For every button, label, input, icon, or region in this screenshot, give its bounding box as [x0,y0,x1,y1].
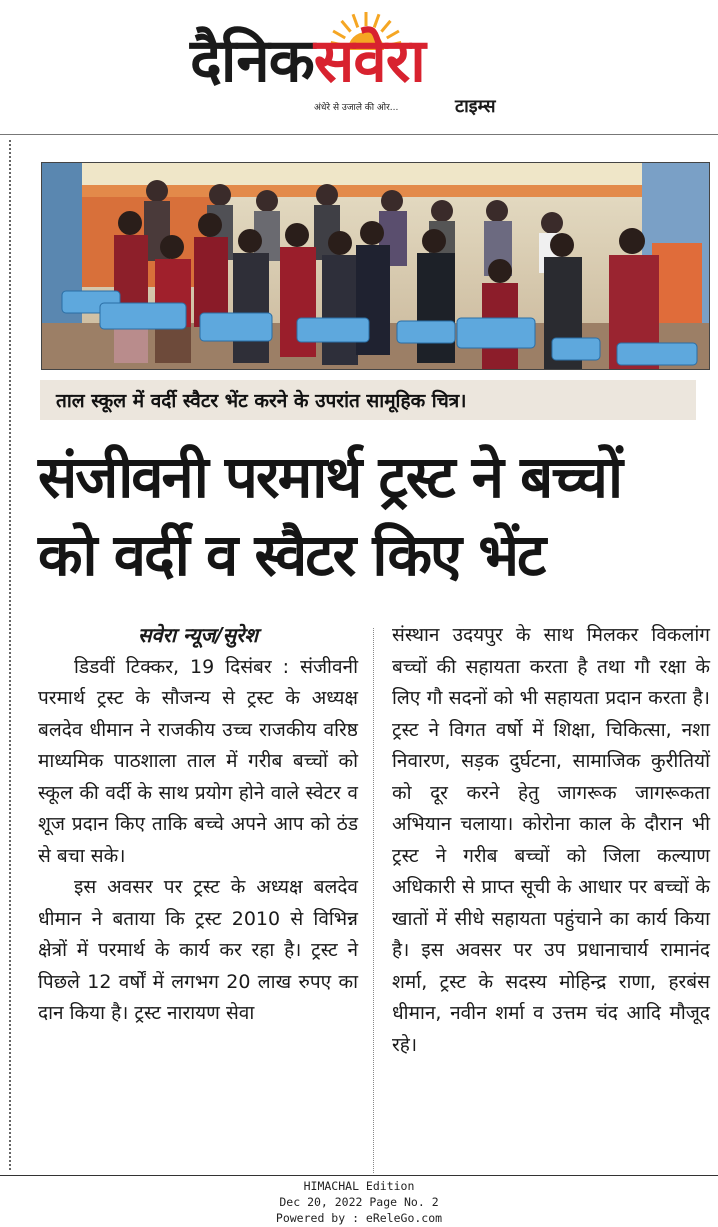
photo-caption-text: ताल स्कूल में वर्दी स्वैटर भेंट करने के उपरांत सामूहिक चित्र। [56,390,467,412]
article-paragraph: इस अवसर पर ट्रस्ट के अध्यक्ष बलदेव धीमान ने बताया कि ट्रस्ट 2010 से विभिन्न क्षेत्रों में परमार्थ के कार्य कर रहा है। ट्रस्ट ने पिछले 12 वर्षों में लगभग 20 लाख रुपए का दान किया है। ट्रस्ट नारायण सेवा [38,876,358,1024]
newspaper-name-part2: सवेरा [313,26,425,96]
article-column-right [392,620,710,1061]
article-paragraph: संस्थान उदयपुर के साथ मिलकर विकलांग बच्चों की सहायता करता है तथा गौ रक्षा के लिए गौ सदनों को भी सहायता प्रदान करता है। ट्रस्ट ने विगत वर्षो में शिक्षा, चिकित्सा, नशा निवारण, सड़क दुर्घटना, सामाजिक कुरीतियों को दूर करने हेतु जागरूक जागरूकता अभियान चलाया। कोरोना काल के दौरान भी ट्रस्ट ने गरीब बच्चों को जिला कल्याण अधिकारी से प्राप्त सूची के आधार पर बच्चों के खातों में सीधे सहायता पहुंचाने का कार्य किया है। इस अवसर पर उप प्रधानाचार्य रामानंद शर्मा, ट्रस्ट के सदस्य मोहिन्द्र राणा, हरबंस धीमान, नवीन शर्मा व उत्तम चंद आदि मौजूद रहे। [392,624,710,1056]
group-photo [41,162,710,370]
article-paragraph: डिडवीं टिक्कर, 19 दिसंबर : संजीवनी परमार्थ ट्रस्ट के सौजन्य से ट्रस्ट के अध्यक्ष बलदेव धीमान ने राजकीय उच्च राजकीय वरिष्ठ माध्यमिक पाठशाला ताल में गरीब बच्चों को स्कूल की वर्दी के साथ प्रयोग होने वाले स्वेटर व शूज प्रदान किए ताकि बच्चे अपने आप को ठंड से बचा सके। [38,655,358,867]
photo-caption [40,380,696,420]
masthead-divider [0,134,718,135]
newspaper-name [190,26,425,96]
newspaper-name-part1: दैनिक [190,26,314,96]
article-byline: सवेरा न्यूज/सुरेश [138,623,258,647]
footer-powered-by: Powered by : eReleGo.com [275,1211,443,1225]
left-margin-dots [9,140,11,1170]
column-divider [373,628,374,1173]
newspaper-tagline: अंधेरे से उजाले की ओर... [314,103,399,113]
newspaper-times-label: टाइम्स [455,96,496,117]
headline-line-2: को वर्दी व स्वैटर किए भेंट [38,521,545,589]
article-headline [38,438,714,594]
headline-line-1: संजीवनी परमार्थ ट्रस्ट ने बच्चों [38,443,621,511]
footer-edition: HIMACHAL Edition [303,1179,415,1193]
group-photo-image [42,163,709,369]
article-column-left [38,620,358,1030]
masthead [0,0,718,134]
footer-divider [0,1175,718,1176]
page-footer [0,1178,718,1226]
footer-date-page: Dec 20, 2022 Page No. 2 [279,1195,439,1209]
